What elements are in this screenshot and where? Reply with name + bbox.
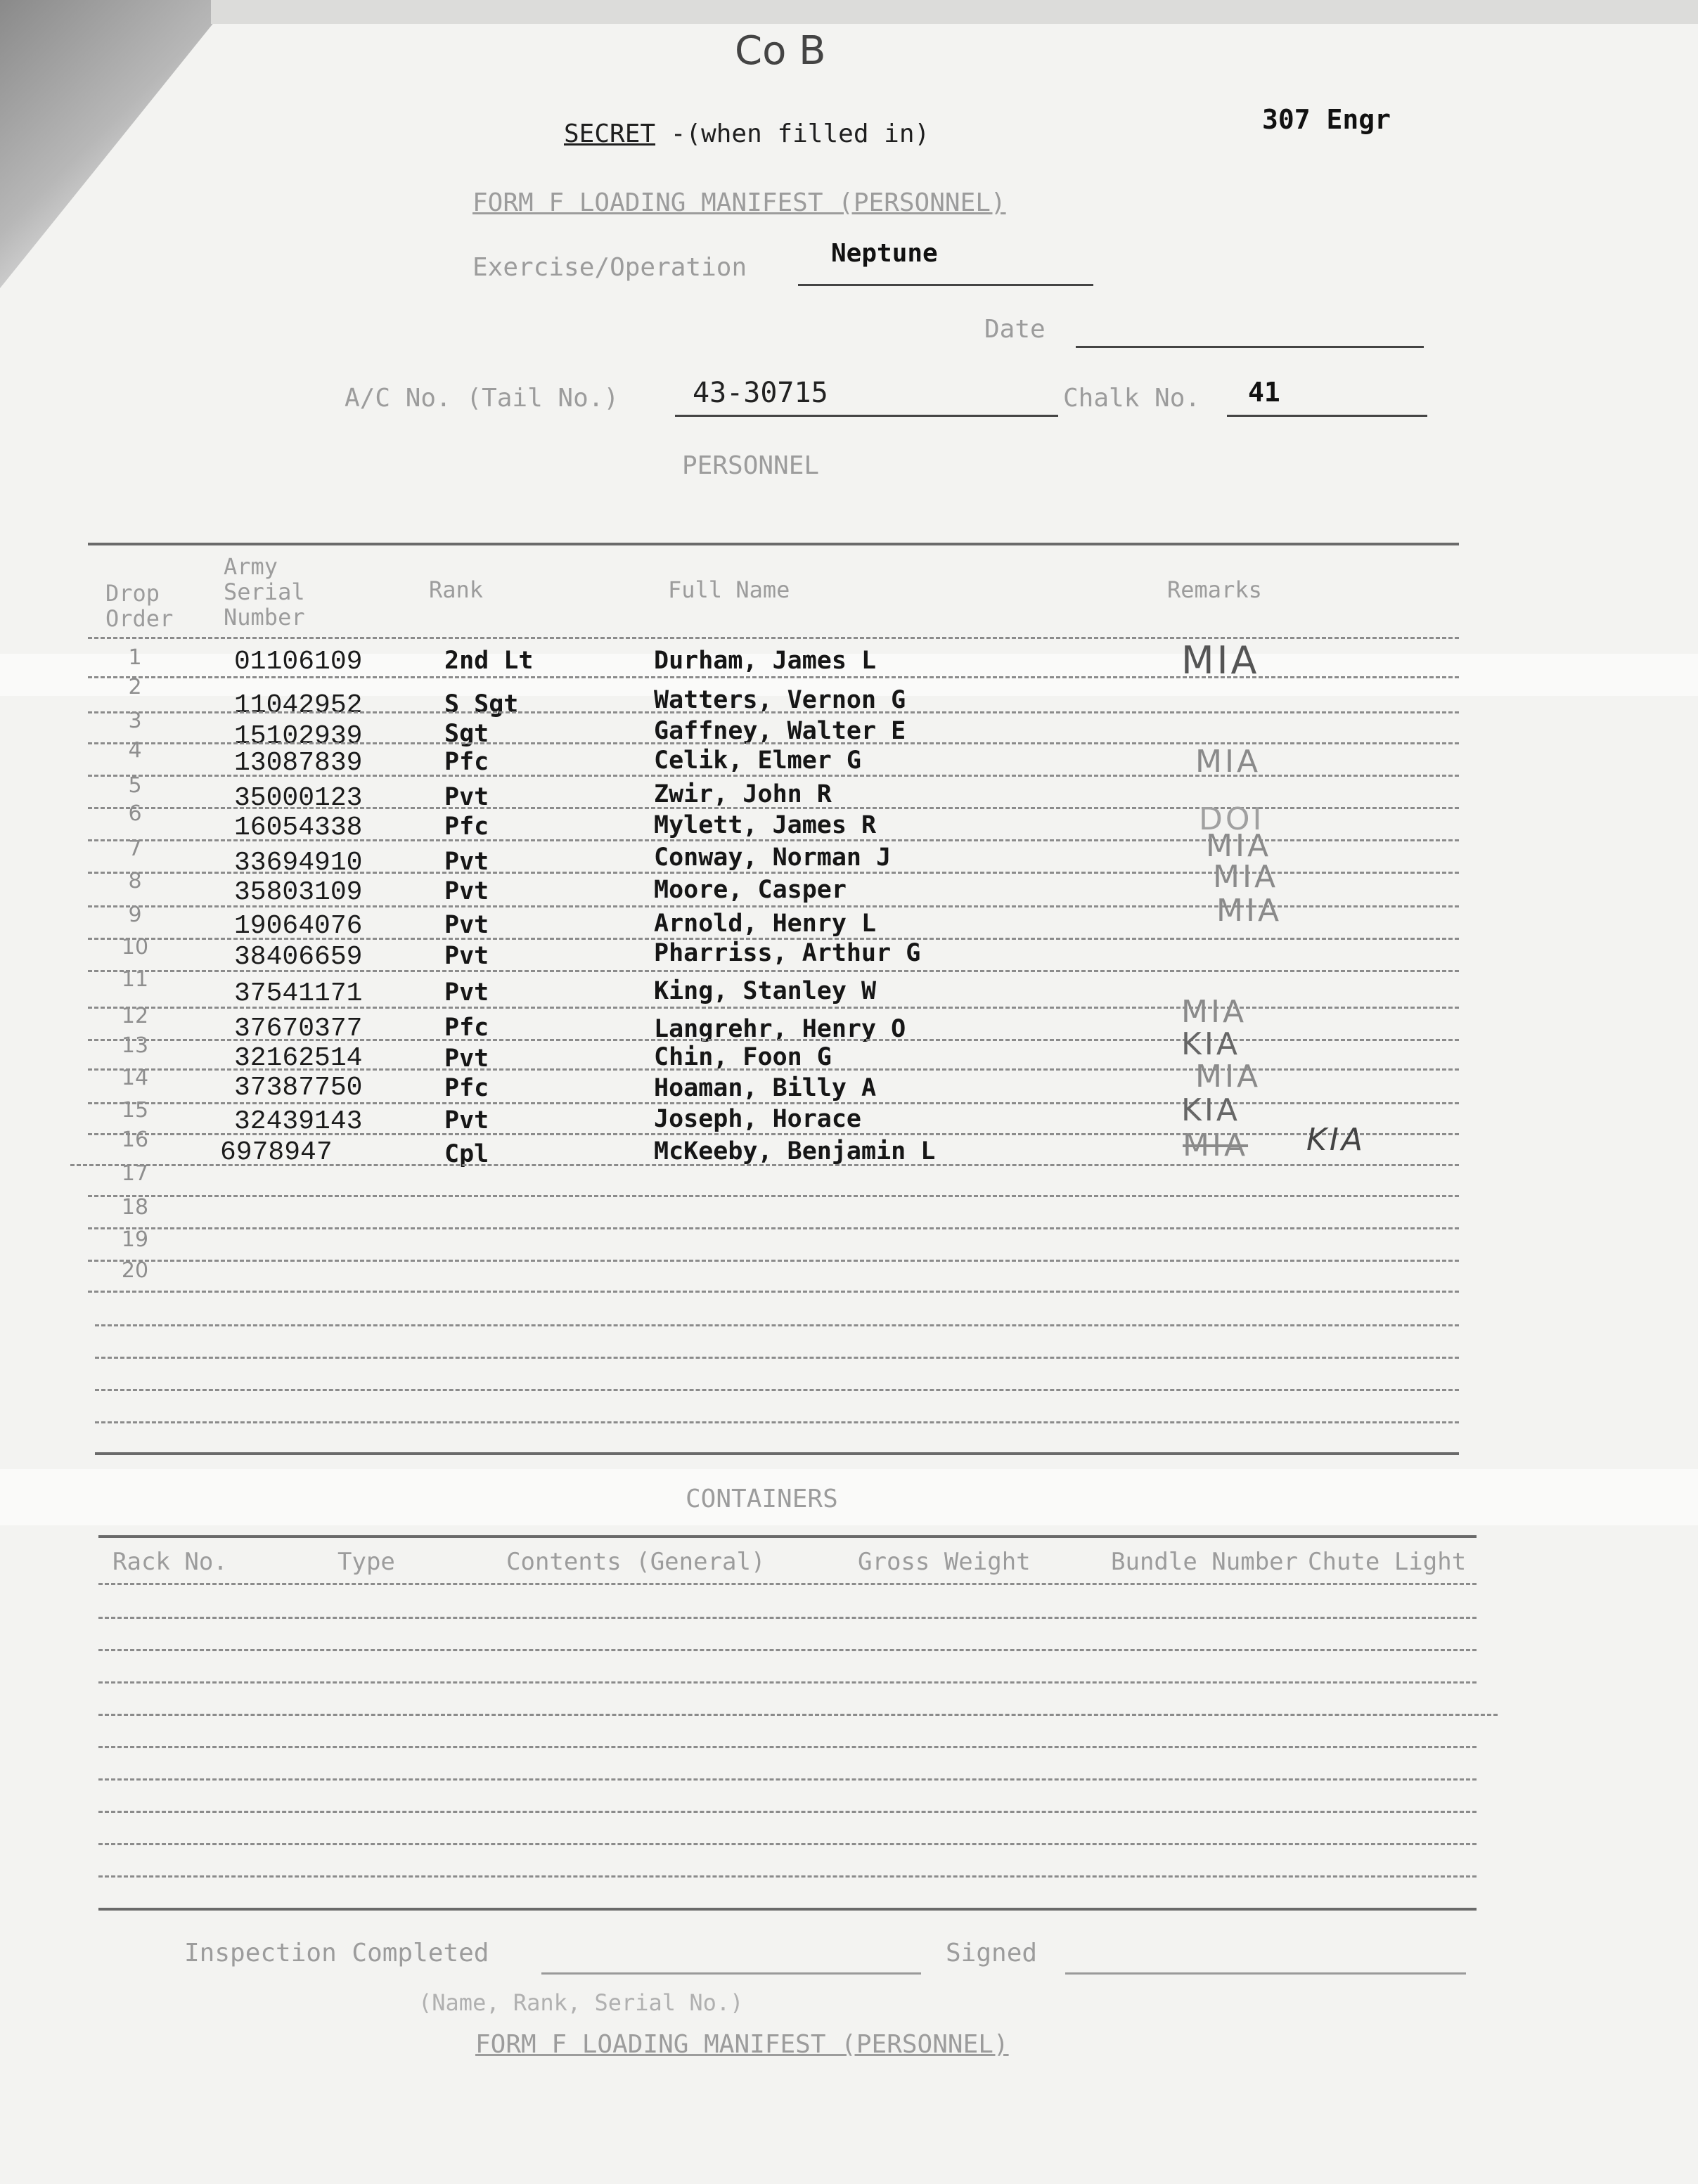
- row-rule: [88, 1007, 1459, 1009]
- remark-4: MIA: [1195, 744, 1261, 780]
- drop-order-11: 11: [121, 967, 149, 992]
- remark-9: MIA: [1216, 893, 1282, 929]
- ac-underline: [675, 415, 1058, 417]
- exercise-label: Exercise/Operation: [472, 253, 747, 282]
- name-6: Mylett, James R: [654, 811, 877, 839]
- footer-form-title: FORM F LOADING MANIFEST (PERSONNEL): [475, 2030, 1009, 2059]
- name-2: Watters, Vernon G: [654, 686, 906, 714]
- rank-6: Pfc: [444, 813, 489, 841]
- signed-underline: [1065, 1972, 1466, 1975]
- name-8: Moore, Casper: [654, 876, 847, 904]
- serial-12: 37670377: [234, 1014, 363, 1044]
- containers-rule: [98, 1583, 1477, 1585]
- col-type: Type: [337, 1548, 395, 1576]
- drop-order-20: 20: [121, 1258, 149, 1283]
- name-9: Arnold, Henry L: [654, 910, 877, 938]
- serial-10: 38406659: [234, 942, 363, 972]
- col-rank: Rank: [429, 576, 484, 603]
- form-title: FORM F LOADING MANIFEST (PERSONNEL): [472, 188, 1006, 217]
- remark-12: MIA: [1181, 994, 1247, 1030]
- containers-rule: [98, 1617, 1477, 1619]
- table-bottom-rule: [95, 1452, 1459, 1455]
- blank-rule: [95, 1324, 1459, 1326]
- containers-rule: [98, 1875, 1477, 1878]
- name-16: McKeeby, Benjamin L: [654, 1137, 936, 1165]
- top-scan-band: [211, 0, 1698, 24]
- serial-5: 35000123: [234, 783, 363, 813]
- rank-7: Pvt: [444, 848, 489, 876]
- drop-order-9: 9: [128, 903, 142, 927]
- remark-13: KIA: [1181, 1026, 1240, 1062]
- drop-order-16: 16: [121, 1127, 149, 1152]
- serial-14: 37387750: [234, 1073, 363, 1103]
- remark-1: MIA: [1181, 638, 1260, 683]
- drop-order-5: 5: [128, 773, 142, 798]
- col-bundle-number: Bundle Number: [1111, 1548, 1299, 1576]
- exercise-value: Neptune: [831, 239, 938, 268]
- drop-order-4: 4: [128, 738, 142, 763]
- remark-16: KIA: [1306, 1122, 1365, 1158]
- date-label: Date: [984, 315, 1046, 344]
- folded-corner-shadow: [0, 0, 232, 288]
- containers-bottom-rule: [98, 1908, 1477, 1911]
- chalk-underline: [1227, 415, 1427, 417]
- containers-rule: [98, 1714, 1498, 1716]
- name-11: King, Stanley W: [654, 977, 877, 1005]
- row-rule: [88, 711, 1459, 713]
- drop-order-3: 3: [128, 709, 142, 733]
- name-5: Zwir, John R: [654, 780, 832, 808]
- unit-tag: 307 Engr: [1262, 104, 1391, 135]
- row-rule: [88, 1133, 1459, 1135]
- row-rule: [88, 1260, 1459, 1262]
- rank-15: Pvt: [444, 1106, 489, 1135]
- serial-13: 32162514: [234, 1043, 363, 1073]
- drop-order-7: 7: [128, 836, 142, 861]
- ac-label: A/C No. (Tail No.): [345, 384, 619, 413]
- drop-order-18: 18: [121, 1195, 149, 1220]
- rank-8: Pvt: [444, 877, 489, 905]
- containers-rule: [98, 1746, 1477, 1748]
- name-10: Pharriss, Arthur G: [654, 939, 921, 967]
- rank-14: Pfc: [444, 1074, 489, 1102]
- blank-rule: [95, 1389, 1459, 1391]
- serial-11: 37541171: [234, 978, 363, 1009]
- drop-order-8: 8: [128, 869, 142, 893]
- rank-serial-line: (Name, Rank, Serial No.): [418, 1989, 744, 2016]
- remark-16-crossed: MIA: [1183, 1127, 1249, 1163]
- containers-title: CONTAINERS: [686, 1485, 838, 1513]
- remark-6: DOI: [1199, 801, 1265, 837]
- drop-order-1: 1: [128, 645, 142, 670]
- serial-2: 11042952: [234, 690, 363, 721]
- remark-7: MIA: [1206, 828, 1272, 864]
- row-rule: [70, 1164, 1459, 1166]
- paper-fold-crease-lower: [0, 1469, 1698, 1525]
- drop-order-2: 2: [128, 675, 142, 699]
- containers-rule: [98, 1811, 1477, 1813]
- serial-4: 13087839: [234, 748, 363, 778]
- name-3: Gaffney, Walter E: [654, 717, 906, 745]
- containers-rule: [98, 1778, 1477, 1781]
- name-7: Conway, Norman J: [654, 844, 892, 872]
- drop-order-13: 13: [121, 1033, 149, 1058]
- drop-order-14: 14: [121, 1066, 149, 1090]
- rank-3: Sgt: [444, 720, 489, 748]
- containers-rule: [98, 1843, 1477, 1845]
- rank-1: 2nd Lt: [444, 647, 534, 675]
- remark-8: MIA: [1213, 859, 1279, 895]
- blank-rule: [95, 1421, 1459, 1423]
- serial-15: 32439143: [234, 1106, 363, 1137]
- ac-value: 43-30715: [693, 377, 828, 409]
- serial-3: 15102939: [234, 721, 363, 751]
- drop-order-17: 17: [121, 1161, 149, 1186]
- row-rule: [88, 775, 1459, 777]
- rank-5: Pvt: [444, 783, 489, 811]
- col-serial: Army Serial Number: [224, 553, 305, 631]
- serial-16: 6978947: [220, 1137, 333, 1168]
- rank-13: Pvt: [444, 1045, 489, 1073]
- rank-12: Pfc: [444, 1014, 489, 1042]
- containers-rule: [98, 1649, 1477, 1651]
- row-rule: [88, 970, 1459, 972]
- col-remarks: Remarks: [1167, 576, 1262, 603]
- drop-order-12: 12: [121, 1004, 149, 1028]
- remark-15: KIA: [1181, 1092, 1240, 1128]
- chalk-value: 41: [1248, 377, 1280, 408]
- serial-8: 35803109: [234, 877, 363, 907]
- name-4: Celik, Elmer G: [654, 747, 862, 775]
- classification-line: [564, 119, 930, 148]
- rank-11: Pvt: [444, 978, 489, 1007]
- name-15: Joseph, Horace: [654, 1105, 862, 1133]
- drop-order-6: 6: [128, 801, 142, 826]
- col-full-name: Full Name: [668, 576, 790, 603]
- containers-rule: [98, 1681, 1477, 1684]
- table-top-rule: [88, 543, 1459, 545]
- name-14: Hoaman, Billy A: [654, 1074, 877, 1102]
- containers-top-rule: [98, 1535, 1477, 1538]
- rank-16: Cpl: [444, 1140, 489, 1168]
- classification-label: SECRET: [564, 119, 656, 148]
- serial-1: 01106109: [234, 647, 363, 677]
- serial-9: 19064076: [234, 911, 363, 941]
- rank-9: Pvt: [444, 911, 489, 939]
- name-13: Chin, Foon G: [654, 1043, 832, 1071]
- remark-14: MIA: [1195, 1059, 1261, 1094]
- row-rule: [88, 1195, 1459, 1197]
- col-rack-no: Rack No.: [112, 1548, 228, 1576]
- exercise-underline: [798, 284, 1093, 286]
- blank-rule: [95, 1357, 1459, 1359]
- date-underline: [1076, 346, 1424, 348]
- serial-6: 16054338: [234, 813, 363, 843]
- serial-7: 33694910: [234, 848, 363, 878]
- inspection-label: Inspection Completed: [184, 1939, 489, 1967]
- rank-2: S Sgt: [444, 690, 519, 718]
- rank-4: Pfc: [444, 748, 489, 776]
- drop-order-15: 15: [121, 1098, 149, 1123]
- row-rule: [88, 1039, 1459, 1041]
- rank-10: Pvt: [444, 942, 489, 970]
- drop-order-10: 10: [121, 935, 149, 959]
- inspection-underline: [541, 1972, 921, 1975]
- col-gross-weight: Gross Weight: [858, 1548, 1031, 1576]
- drop-order-19: 19: [121, 1227, 149, 1252]
- name-12: Langrehr, Henry O: [654, 1015, 906, 1043]
- handwritten-company: Co B: [735, 28, 826, 74]
- row-rule: [88, 1227, 1459, 1229]
- col-contents: Contents (General): [506, 1548, 766, 1576]
- col-chute-light: Chute Light: [1308, 1548, 1467, 1576]
- row-rule: [88, 1102, 1459, 1104]
- signed-label: Signed: [946, 1939, 1038, 1967]
- name-1: Durham, James L: [654, 647, 877, 675]
- classification-suffix: -(when filled in): [670, 119, 930, 148]
- row-rule: [88, 1291, 1459, 1293]
- col-drop-order: Drop Order: [105, 580, 174, 632]
- chalk-label: Chalk No.: [1063, 384, 1201, 413]
- row-rule: [88, 676, 1459, 678]
- personnel-section-title: PERSONNEL: [682, 451, 820, 480]
